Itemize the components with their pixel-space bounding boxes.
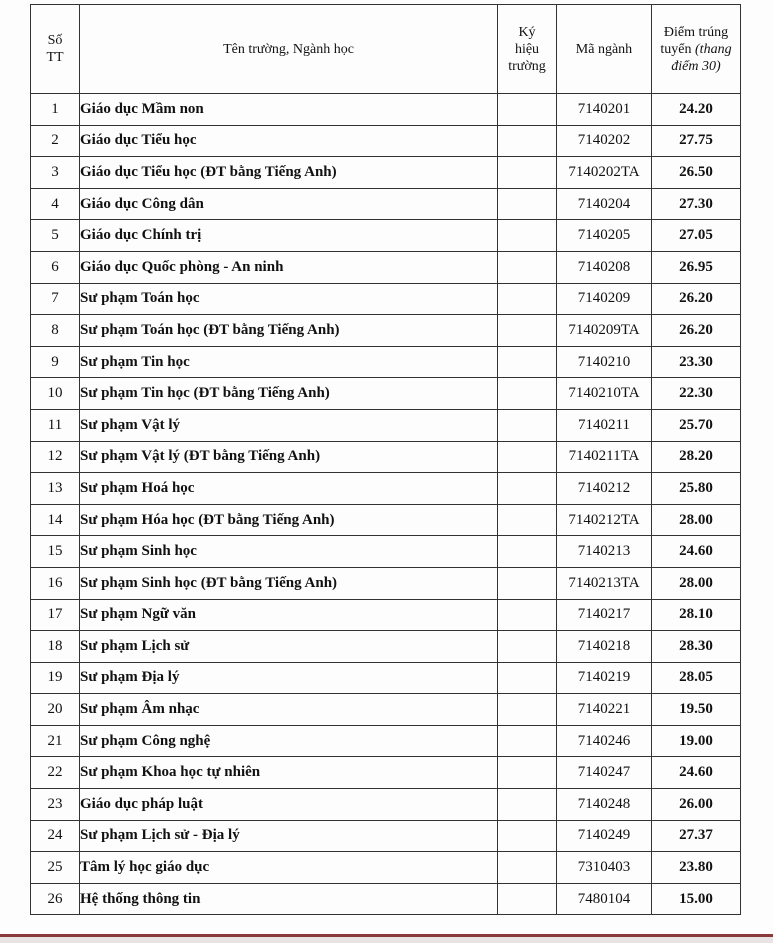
- row-ma-nganh: 7140218: [557, 631, 652, 663]
- row-name: Sư phạm Khoa học tự nhiên: [80, 757, 498, 789]
- row-diem: 25.70: [652, 409, 741, 441]
- row-name: Sư phạm Tin học (ĐT bằng Tiếng Anh): [80, 378, 498, 410]
- row-diem: 23.80: [652, 852, 741, 884]
- row-ma-nganh: 7140208: [557, 251, 652, 283]
- row-diem: 26.00: [652, 789, 741, 821]
- row-ma-nganh: 7140246: [557, 725, 652, 757]
- row-ky-hieu: [498, 757, 557, 789]
- row-stt: 3: [31, 157, 80, 189]
- row-ky-hieu: [498, 883, 557, 915]
- table-row: [31, 441, 741, 473]
- row-ky-hieu: [498, 94, 557, 126]
- row-name: Giáo dục Mầm non: [80, 94, 498, 126]
- row-diem: 28.20: [652, 441, 741, 473]
- row-diem: 28.05: [652, 662, 741, 694]
- row-stt: 1: [31, 94, 80, 126]
- header-stt-text: Số TT: [46, 33, 64, 65]
- row-ky-hieu: [498, 504, 557, 536]
- row-name: Sư phạm Vật lý (ĐT bằng Tiếng Anh): [80, 441, 498, 473]
- row-ma-nganh: 7140212TA: [557, 504, 652, 536]
- row-ma-nganh: 7140202: [557, 125, 652, 157]
- row-ky-hieu: [498, 283, 557, 315]
- row-diem: 15.00: [652, 883, 741, 915]
- table-row: [31, 694, 741, 726]
- table-row: [31, 631, 741, 663]
- row-ky-hieu: [498, 789, 557, 821]
- row-ma-nganh: 7140211TA: [557, 441, 652, 473]
- table-row: [31, 157, 741, 189]
- row-ma-nganh: 7140205: [557, 220, 652, 252]
- row-name: Sư phạm Địa lý: [80, 662, 498, 694]
- row-name: Sư phạm Tin học: [80, 346, 498, 378]
- row-stt: 8: [31, 315, 80, 347]
- row-ma-nganh: 7140212: [557, 473, 652, 505]
- row-stt: 20: [31, 694, 80, 726]
- admission-scores-table: [30, 4, 741, 915]
- row-name: Sư phạm Âm nhạc: [80, 694, 498, 726]
- row-stt: 2: [31, 125, 80, 157]
- row-stt: 4: [31, 188, 80, 220]
- bottom-shade: [0, 937, 773, 943]
- row-ky-hieu: [498, 599, 557, 631]
- header-stt: [31, 5, 80, 94]
- row-stt: 14: [31, 504, 80, 536]
- row-ky-hieu: [498, 662, 557, 694]
- row-diem: 27.75: [652, 125, 741, 157]
- row-name: Tâm lý học giáo dục: [80, 852, 498, 884]
- table-row: [31, 283, 741, 315]
- row-ma-nganh: 7480104: [557, 883, 652, 915]
- table-row: [31, 251, 741, 283]
- row-ky-hieu: [498, 378, 557, 410]
- row-name: Giáo dục Chính trị: [80, 220, 498, 252]
- row-diem: 24.60: [652, 536, 741, 568]
- row-name: Giáo dục Quốc phòng - An ninh: [80, 251, 498, 283]
- row-diem: 27.37: [652, 820, 741, 852]
- row-diem: 28.00: [652, 504, 741, 536]
- row-ky-hieu: [498, 852, 557, 884]
- row-stt: 7: [31, 283, 80, 315]
- row-name: Sư phạm Lịch sử - Địa lý: [80, 820, 498, 852]
- row-name: Sư phạm Ngữ văn: [80, 599, 498, 631]
- header-diem-sub: (thang điểm 30): [671, 41, 732, 74]
- row-diem: 26.50: [652, 157, 741, 189]
- row-diem: 28.10: [652, 599, 741, 631]
- row-ma-nganh: 7140209: [557, 283, 652, 315]
- row-ky-hieu: [498, 536, 557, 568]
- row-stt: 13: [31, 473, 80, 505]
- table-row: [31, 757, 741, 789]
- row-ky-hieu: [498, 157, 557, 189]
- row-name: Giáo dục pháp luật: [80, 789, 498, 821]
- row-diem: 28.00: [652, 567, 741, 599]
- header-ma-nganh: Mã ngành: [557, 5, 652, 94]
- table-row: [31, 220, 741, 252]
- row-ma-nganh: 7140221: [557, 694, 652, 726]
- row-stt: 16: [31, 567, 80, 599]
- row-ky-hieu: [498, 725, 557, 757]
- header-ky-hieu-text: Ký hiệu trường: [508, 24, 546, 74]
- row-name: Hệ thống thông tin: [80, 883, 498, 915]
- row-ky-hieu: [498, 631, 557, 663]
- row-diem: 19.50: [652, 694, 741, 726]
- row-name: Giáo dục Tiểu học (ĐT bằng Tiếng Anh): [80, 157, 498, 189]
- row-stt: 9: [31, 346, 80, 378]
- table-row: [31, 125, 741, 157]
- row-stt: 17: [31, 599, 80, 631]
- row-diem: 24.60: [652, 757, 741, 789]
- table-row: [31, 567, 741, 599]
- table-row: [31, 94, 741, 126]
- row-ma-nganh: 7140219: [557, 662, 652, 694]
- table-body: [31, 94, 741, 915]
- table-row: [31, 883, 741, 915]
- row-stt: 22: [31, 757, 80, 789]
- table-row: [31, 378, 741, 410]
- row-stt: 25: [31, 852, 80, 884]
- row-stt: 24: [31, 820, 80, 852]
- table-row: [31, 820, 741, 852]
- row-diem: 24.20: [652, 94, 741, 126]
- row-stt: 19: [31, 662, 80, 694]
- header-name: Tên trường, Ngành học: [80, 5, 498, 94]
- row-ky-hieu: [498, 220, 557, 252]
- row-ma-nganh: 7140213: [557, 536, 652, 568]
- row-ma-nganh: 7140210TA: [557, 378, 652, 410]
- row-ma-nganh: 7140248: [557, 789, 652, 821]
- table-row: [31, 852, 741, 884]
- row-diem: 27.30: [652, 188, 741, 220]
- row-ma-nganh: 7140204: [557, 188, 652, 220]
- row-diem: 23.30: [652, 346, 741, 378]
- row-stt: 12: [31, 441, 80, 473]
- row-ma-nganh: 7140217: [557, 599, 652, 631]
- row-ky-hieu: [498, 188, 557, 220]
- row-ky-hieu: [498, 473, 557, 505]
- row-stt: 6: [31, 251, 80, 283]
- row-ma-nganh: 7310403: [557, 852, 652, 884]
- row-name: Sư phạm Vật lý: [80, 409, 498, 441]
- row-ma-nganh: 7140249: [557, 820, 652, 852]
- row-diem: 22.30: [652, 378, 741, 410]
- row-ma-nganh: 7140201: [557, 94, 652, 126]
- row-ky-hieu: [498, 409, 557, 441]
- row-ky-hieu: [498, 820, 557, 852]
- row-ky-hieu: [498, 251, 557, 283]
- row-diem: 26.20: [652, 283, 741, 315]
- row-ky-hieu: [498, 315, 557, 347]
- row-name: Giáo dục Công dân: [80, 188, 498, 220]
- header-diem: [652, 5, 741, 94]
- row-ma-nganh: 7140213TA: [557, 567, 652, 599]
- row-ma-nganh: 7140209TA: [557, 315, 652, 347]
- row-ma-nganh: 7140211: [557, 409, 652, 441]
- header-diem-main: Điểm trúng tuyển: [660, 24, 729, 57]
- row-ma-nganh: 7140210: [557, 346, 652, 378]
- row-name: Sư phạm Sinh học (ĐT bằng Tiếng Anh): [80, 567, 498, 599]
- table-row: [31, 504, 741, 536]
- row-name: Sư phạm Sinh học: [80, 536, 498, 568]
- row-stt: 5: [31, 220, 80, 252]
- table-row: [31, 662, 741, 694]
- row-name: Sư phạm Hoá học: [80, 473, 498, 505]
- row-name: Sư phạm Công nghệ: [80, 725, 498, 757]
- table-header-row: [31, 5, 741, 94]
- table-row: [31, 346, 741, 378]
- row-name: Sư phạm Toán học (ĐT bằng Tiếng Anh): [80, 315, 498, 347]
- row-stt: 11: [31, 409, 80, 441]
- row-stt: 18: [31, 631, 80, 663]
- table-row: [31, 789, 741, 821]
- row-ma-nganh: 7140247: [557, 757, 652, 789]
- row-ky-hieu: [498, 567, 557, 599]
- row-ky-hieu: [498, 125, 557, 157]
- row-diem: 19.00: [652, 725, 741, 757]
- table-row: [31, 188, 741, 220]
- row-stt: 23: [31, 789, 80, 821]
- row-diem: 26.20: [652, 315, 741, 347]
- table-row: [31, 536, 741, 568]
- row-stt: 21: [31, 725, 80, 757]
- table-row: [31, 725, 741, 757]
- row-ma-nganh: 7140202TA: [557, 157, 652, 189]
- row-stt: 26: [31, 883, 80, 915]
- row-ky-hieu: [498, 694, 557, 726]
- row-stt: 15: [31, 536, 80, 568]
- table-row: [31, 409, 741, 441]
- row-diem: 26.95: [652, 251, 741, 283]
- row-name: Sư phạm Hóa học (ĐT bằng Tiếng Anh): [80, 504, 498, 536]
- row-name: Giáo dục Tiểu học: [80, 125, 498, 157]
- row-ky-hieu: [498, 346, 557, 378]
- row-ky-hieu: [498, 441, 557, 473]
- header-ky-hieu: [498, 5, 557, 94]
- row-name: Sư phạm Lịch sử: [80, 631, 498, 663]
- table-row: [31, 473, 741, 505]
- row-diem: 25.80: [652, 473, 741, 505]
- table-row: [31, 315, 741, 347]
- row-diem: 27.05: [652, 220, 741, 252]
- row-name: Sư phạm Toán học: [80, 283, 498, 315]
- table-row: [31, 599, 741, 631]
- row-stt: 10: [31, 378, 80, 410]
- row-diem: 28.30: [652, 631, 741, 663]
